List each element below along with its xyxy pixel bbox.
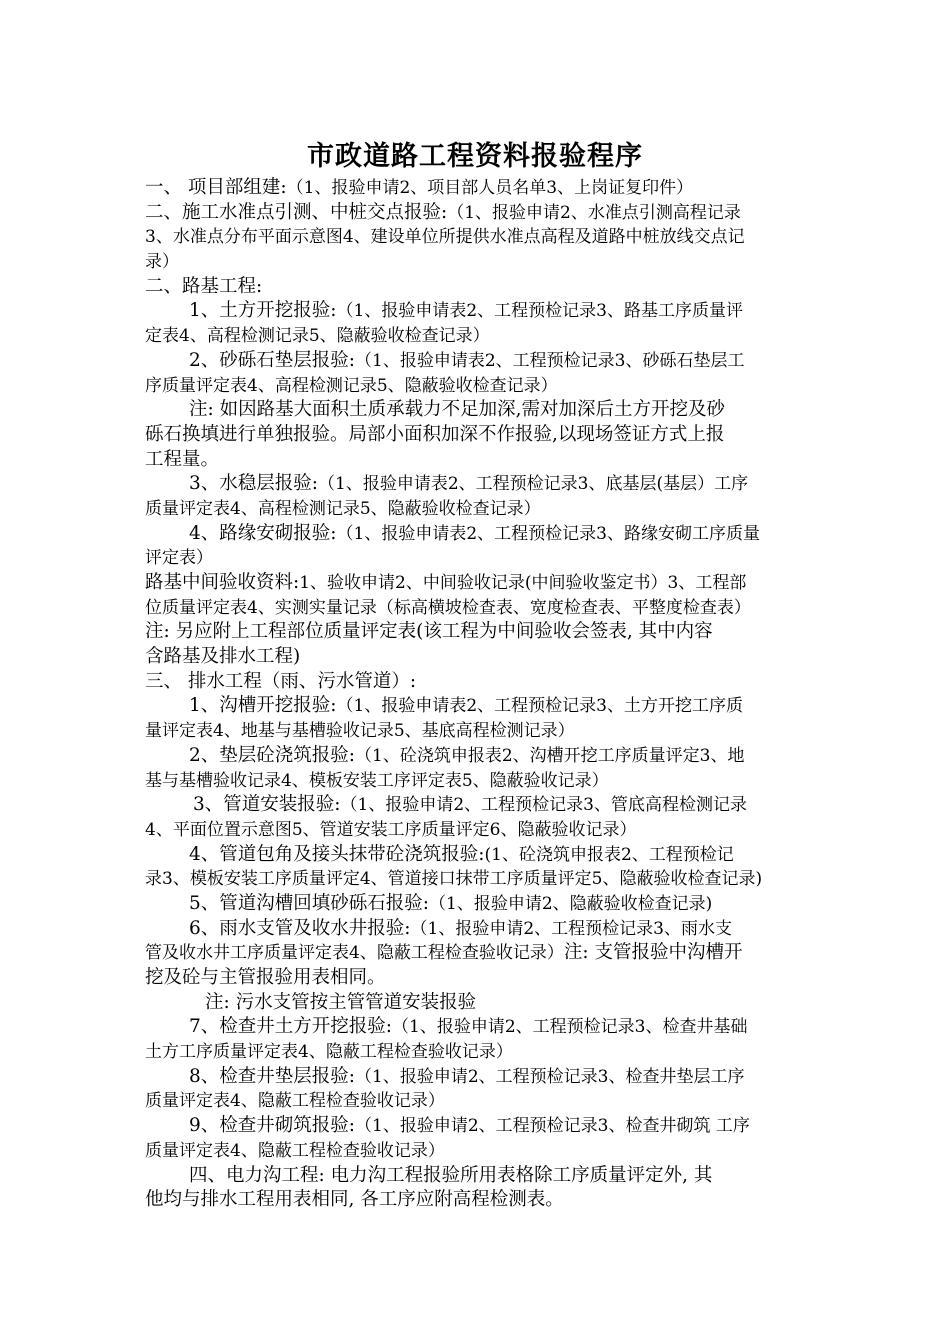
line-heading: 4、管道包角及接头抹带砼浇筑报验: (189, 843, 485, 865)
text-line (145, 966, 851, 991)
line-note: 注: 支管报验中沟槽开 (563, 942, 743, 964)
line-text: 基与基槽验收记录4、模板安装工序评定表5、隐蔽验收记录） (145, 770, 609, 791)
line-heading: 他均与排水工程用表相同, 各工序应附高程检测表。 (145, 1189, 564, 1211)
line-text: 序质量评定表4、高程检测记录5、隐蔽验收检查记录） (145, 375, 558, 396)
line-text: （1、报验申请表2、工程预检记录3、底基层(基层）工序 (318, 474, 749, 495)
line-text: 评定表） (145, 548, 213, 569)
line-heading: 砾石换填进行单独报验。局部小面积加深不作报验,以现场签证方式上报 (145, 423, 725, 445)
text-line (145, 1040, 851, 1065)
text-line (145, 818, 851, 843)
text-line (145, 719, 851, 744)
text-line (145, 398, 851, 423)
text-line (145, 1139, 851, 1164)
text-line (145, 694, 851, 719)
text-line (145, 843, 851, 868)
line-text: (1、砼浇筑申报表2、工程预检记 (484, 844, 734, 865)
line-text: （1、报验申请表2、工程预检记录3、砂砾石垫层工 (355, 350, 745, 371)
line-heading: 3、管道安装报验: (193, 794, 341, 816)
line-heading: 1、土方开挖报验: (189, 300, 337, 322)
text-line (145, 917, 851, 942)
line-text: 管及收水井工序质量评定表4、隐蔽工程检查验收记录） (145, 943, 564, 964)
line-heading: 2、砂砾石垫层报验: (189, 349, 356, 371)
text-line (145, 176, 851, 201)
line-heading: 二、施工水准点引测、中桩交点报验: (145, 201, 448, 223)
line-heading: 注: 如因路基大面积土质承载力不足加深,需对加深后土方开挖及砂 (189, 399, 725, 421)
line-text: 录3、模板安装工序质量评定4、管道接口抹带工序质量评定5、隐蔽验收检查记录) (145, 869, 763, 890)
line-heading: 工程量。 (145, 448, 220, 470)
text-line (145, 769, 851, 794)
text-line (145, 250, 851, 275)
text-line (145, 1164, 851, 1189)
text-line (145, 448, 851, 473)
text-line (145, 497, 851, 522)
line-text: （1、报验申请2、工程预检记录3、管底高程检测记录 (340, 795, 747, 816)
line-heading: 2、垫层砼浇筑报验: (189, 744, 356, 766)
line-heading: 4、路缘安砌报验: (189, 522, 337, 544)
document-title: 市政道路工程资料报验程序 (307, 141, 643, 172)
line-text: （1、报验申请2、水准点引测高程记录 (447, 202, 741, 223)
text-line (145, 324, 851, 349)
line-heading: 8、检查井垫层报验: (189, 1065, 356, 1087)
text-line (145, 620, 851, 645)
line-text: （1、报验申请表2、工程预检记录3、土方开挖工序质 (336, 696, 743, 717)
text-line (145, 423, 851, 448)
text-line (145, 571, 851, 596)
text-line (145, 1065, 851, 1090)
line-text: 位质量评定表4、实测实量记录（标高横坡检查表、宽度检查表、平整度检查表） (145, 597, 751, 618)
line-heading: 6、雨水支管及收水井报验: (189, 917, 411, 939)
line-heading: 含路基及排水工程) (145, 646, 301, 668)
text-line (145, 645, 851, 670)
line-heading: 二、路基工程: (145, 275, 263, 297)
line-heading: 挖及砼与主管报验用表相同。 (145, 967, 386, 988)
text-line (145, 201, 851, 226)
text-line (145, 1188, 851, 1213)
line-heading: 1、沟槽开挖报验: (189, 695, 337, 717)
text-line (145, 991, 851, 1016)
line-heading: 路基中间验收资料: (145, 572, 300, 593)
line-text: 4、平面位置示意图5、管道安装工序质量评定6、隐蔽验收记录） (145, 819, 637, 840)
text-line (145, 867, 851, 892)
line-text: 量评定表4、地基与基槽验收记录5、基底高程检测记录） (145, 721, 575, 742)
line-text: 质量评定表4、高程检测记录5、隐蔽验收检查记录） (145, 498, 541, 519)
line-text: 质量评定表4、隐蔽工程检查验收记录） (145, 1091, 445, 1112)
line-heading: 注: 另应附上工程部位质量评定表(该工程为中间验收会签表, 其中内容 (145, 621, 713, 643)
line-text: （1、砼浇筑申报表2、沟槽开挖工序质量评定3、地 (355, 745, 745, 766)
text-line (145, 892, 851, 917)
line-text: 定表4、高程检测记录5、隐蔽验收检查记录） (145, 326, 490, 347)
line-heading: 7、检查井土方开挖报验: (189, 1016, 393, 1038)
text-line (145, 546, 851, 571)
text-line (145, 1114, 851, 1139)
line-text: 1、验收申请2、中间验收记录(中间验收鉴定书）3、工程部 (299, 573, 747, 593)
text-line (145, 275, 851, 300)
text-line (145, 670, 851, 695)
text-line (145, 1015, 851, 1040)
line-text: （1、报验申请2、工程预检记录3、检查井基础 (392, 1017, 748, 1038)
line-text: 质量评定表4、隐蔽工程检查验收记录） (145, 1140, 445, 1161)
line-heading: 5、管道沟槽回填砂砾石报验: (189, 892, 430, 914)
line-text: （1、报验申请表2、工程预检记录3、路基工序质量评 (336, 301, 743, 322)
text-line (145, 744, 851, 769)
line-text: 3、水准点分布平面示意图4、建设单位所提供水准点高程及道路中桩放线交点记 (145, 227, 745, 248)
text-line (145, 472, 851, 497)
line-text: 土方工序质量评定表4、隐蔽工程检查验收记录） (145, 1042, 513, 1063)
line-heading: 一、 项目部组建: (145, 177, 287, 198)
text-line (145, 941, 851, 966)
line-text: 录） (145, 252, 179, 273)
line-heading: 注: 污水支管按主管管道安装报验 (205, 991, 477, 1013)
text-line (145, 349, 851, 374)
text-line (145, 225, 851, 250)
text-line (145, 596, 851, 621)
line-text: （1、报验申请2、项目部人员名单3、上岗证复印件） (286, 178, 694, 198)
line-text: （1、报验申请表2、工程预检记录3、路缘安砌工序质量 (336, 523, 760, 544)
line-heading: 3、水稳层报验: (189, 473, 319, 495)
line-text: （1、报验申请2、工程预检记录3、检查井砌筑 工序 (355, 1116, 750, 1137)
text-line (145, 374, 851, 399)
text-line (145, 1089, 851, 1114)
text-line (145, 522, 851, 547)
line-heading: 三、 排水工程（雨、污水管道）: (145, 670, 417, 692)
line-text: （1、报验申请2、工程预检记录3、雨水支 (410, 918, 732, 939)
text-line (145, 299, 851, 324)
line-heading: 9、检查井砌筑报验: (189, 1115, 356, 1137)
document-body (145, 176, 851, 1213)
line-text: （1、报验申请2、隐蔽验收检查记录) (429, 893, 713, 914)
text-line (145, 793, 851, 818)
line-heading: 四、电力沟工程: 电力沟工程报验所用表格除工序质量评定外, 其 (189, 1164, 713, 1186)
line-text: （1、报验申请2、工程预检记录3、检查井垫层工序 (355, 1066, 745, 1087)
